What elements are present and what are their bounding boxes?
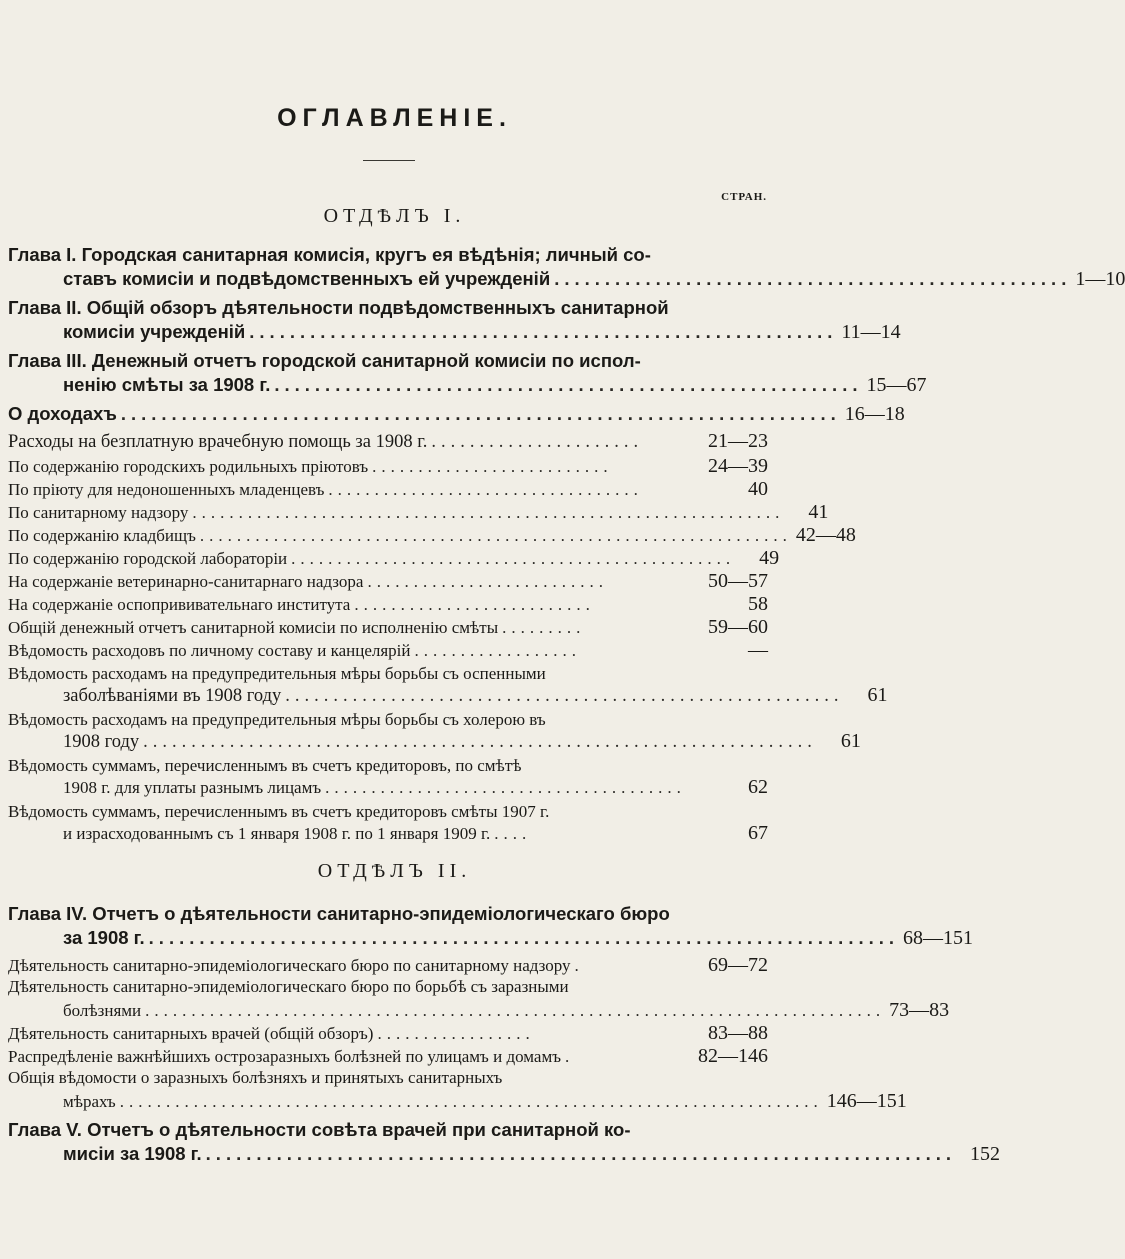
page-number: 82—146 (698, 1045, 768, 1067)
page-number: 42—48 (795, 524, 856, 546)
page-number: — (748, 639, 768, 661)
toc-entry: Вѣдомость расходамъ на предупредительныя мѣры борьбы съ холерою въ 1908 году ...................................................................... 61 (8, 710, 861, 752)
entry-line: Дѣятельность санитарныхъ врачей (общій обзоръ) (8, 1024, 374, 1043)
entry-line: Глава II. Общій обзоръ дѣятельности подвѣдомственныхъ санитарной (8, 297, 669, 318)
entry-line: мисіи за 1908 г. (63, 1143, 202, 1164)
toc-entry: Дѣятельность санитарно-эпидеміологическаго бюро по санитарному надзору . 69—72 (8, 954, 768, 976)
page-number: 152 (970, 1143, 1001, 1165)
entry-line: 1908 году (63, 732, 140, 752)
entry-line: На содержаніе оспопрививательнаго института (8, 595, 351, 614)
entry-line: Вѣдомость расходовъ по личному составу и канцелярій (8, 641, 411, 660)
entry-line: Глава IV. Отчетъ о дѣятельности санитарно-эпидеміологическаго бюро (8, 903, 670, 924)
page-number: 69—72 (708, 954, 768, 976)
entry-line: заболѣваніями въ 1908 году (63, 686, 282, 706)
page-number: 40 (748, 478, 768, 500)
entry-line: Глава III. Денежный отчетъ городской санитарной комисіи по испол- (8, 350, 641, 371)
toc-entry: Общія вѣдомости о заразныхъ болѣзняхъ и принятыхъ санитарныхъ мѣрахъ ............................................................................ 146—151 (8, 1068, 907, 1112)
entry-line: О доходахъ (8, 403, 117, 424)
toc-entry: Глава I. Городская санитарная комисія, кругъ ея вѣдѣнія; личный со- ставъ комисіи и подвѣдомственныхъ ей учрежденій ................................................... 1—10 (8, 244, 1125, 290)
page-number: 58 (748, 593, 768, 615)
toc-entry: По содержанію городской лабораторіи ................................................ 49 (8, 547, 780, 569)
entry-line: болѣзнями (63, 1001, 142, 1020)
toc-entry: Вѣдомость расходовъ по личному составу и канцелярій .................. — (8, 639, 768, 661)
toc-entry: По содержанію городскихъ родильныхъ пріютовъ .......................... 24—39 (8, 455, 768, 477)
toc-entry: Расходы на безплатную врачебную помощь за 1908 г. ...................... 21—23 (8, 430, 768, 452)
entry-line: Расходы на безплатную врачебную помощь за 1908 г. (8, 432, 428, 452)
toc-entry: Глава III. Денежный отчетъ городской санитарной комисіи по испол- ненію смѣты за 1908 г. .......................................................... 15—67 (8, 350, 927, 396)
entry-line: комисіи учрежденій (63, 321, 246, 342)
toc-entry: Дѣятельность санитарно-эпидеміологическаго бюро по борьбѣ съ заразными болѣзнями ................................................................................ 73—83 (8, 977, 950, 1021)
entry-line: Общій денежный отчетъ санитарной комисіи по исполненію смѣты (8, 618, 499, 637)
entry-line: По содержанію кладбищъ (8, 526, 196, 545)
section-heading-1: ОТДѢЛЪ I. (323, 205, 466, 227)
toc-entry: Глава V. Отчетъ о дѣятельности совѣта врачей при санитарной ко- мисіи за 1908 г. .......................................................................... 152 (8, 1119, 1001, 1165)
toc-entry: Глава II. Общій обзоръ дѣятельности подвѣдомственныхъ санитарной комисіи учрежденій .......................................................... 11—14 (8, 297, 901, 343)
entry-line: Вѣдомость суммамъ, перечисленнымъ въ счетъ кредиторовъ смѣты 1907 г. (8, 802, 550, 821)
pages-column-label: СТРАН. (721, 191, 767, 203)
page-number: 16—18 (844, 403, 905, 425)
entry-line: 1908 г. для уплаты разнымъ лицамъ (63, 778, 322, 797)
toc-entry: По пріюту для недоношенныхъ младенцевъ .................................. 40 (8, 478, 768, 500)
page-number: 41 (808, 501, 829, 523)
section-heading-2: ОТДѢЛЪ II. (317, 860, 472, 882)
page-number: 49 (759, 547, 780, 569)
entry-line: Вѣдомость расходамъ на предупредительныя мѣры борьбы съ оспенными (8, 664, 546, 683)
toc-entry: Вѣдомость суммамъ, перечисленнымъ въ счетъ кредиторовъ, по смѣтѣ 1908 г. для уплаты разнымъ лицамъ ....................................... 62 (8, 756, 768, 798)
entry-line: Вѣдомость суммамъ, перечисленнымъ въ счетъ кредиторовъ, по смѣтѣ (8, 756, 522, 775)
entry-line: мѣрахъ (63, 1092, 116, 1111)
page-number: 24—39 (708, 455, 768, 477)
entry-line: Общія вѣдомости о заразныхъ болѣзняхъ и принятыхъ санитарныхъ (8, 1068, 503, 1087)
page-number: 59—60 (708, 616, 768, 638)
entry-line: за 1908 г. (63, 927, 145, 948)
entry-line: Глава I. Городская санитарная комисія, кругъ ея вѣдѣнія; личный со- (8, 244, 651, 265)
entry-line: Дѣятельность санитарно-эпидеміологическаго бюро по санитарному надзору (8, 956, 571, 975)
page-number: 50—57 (708, 570, 768, 592)
toc-section-2 (8, 903, 1001, 1166)
entry-line: Распредѣленіе важнѣйшихъ острозаразныхъ болѣзней по улицамъ и домамъ (8, 1047, 562, 1066)
page-number: 68—151 (903, 927, 974, 949)
entry-line: По содержанію городскихъ родильныхъ пріютовъ (8, 457, 369, 476)
page-number: 83—88 (708, 1022, 768, 1044)
entry-line: По пріюту для недоношенныхъ младенцевъ (8, 480, 325, 499)
title-rule (363, 160, 415, 161)
toc-entry: По содержанію кладбищъ ................................................................ 42—48 (8, 524, 856, 546)
entry-line: Дѣятельность санитарно-эпидеміологическаго бюро по борьбѣ съ заразными (8, 977, 569, 996)
page-number: 61 (867, 684, 888, 706)
toc-entry: Глава IV. Отчетъ о дѣятельности санитарно-эпидеміологическаго бюро за 1908 г. .......................................................................... 68—151 (8, 903, 974, 949)
entry-line: По содержанію городской лабораторіи (8, 549, 288, 568)
toc-entry: Дѣятельность санитарныхъ врачей (общій обзоръ) ................. 83—88 (8, 1022, 768, 1044)
toc-entry: Вѣдомость суммамъ, перечисленнымъ въ счетъ кредиторовъ смѣты 1907 г. и израсходованнымъ съ 1 января 1908 г. по 1 января 1909 г. .... 67 (8, 802, 768, 844)
entry-line: Вѣдомость расходамъ на предупредительныя мѣры борьбы съ холерою въ (8, 710, 546, 729)
page-number: 67 (748, 822, 768, 844)
page-number: 15—67 (866, 374, 927, 396)
toc-entry: По санитарному надзору ................................................................ 41 (8, 501, 829, 523)
page-title: ОГЛАВЛЕНIЕ. (277, 104, 512, 132)
page-number: 73—83 (889, 999, 950, 1021)
entry-line: На содержаніе ветеринарно-санитарнаго надзора (8, 572, 364, 591)
toc-entry: Распредѣленіе важнѣйшихъ острозаразныхъ болѣзней по улицамъ и домамъ . 82—146 (8, 1045, 768, 1067)
page-number: 62 (748, 776, 768, 798)
toc-entry: Общій денежный отчетъ санитарной комисіи по исполненію смѣты ......... 59—60 (8, 616, 768, 638)
page-number: 61 (840, 730, 861, 752)
entry-line: и израсходованнымъ съ 1 января 1908 г. по 1 января 1909 г. (63, 824, 491, 843)
page-number: 146—151 (826, 1090, 907, 1112)
toc-entry: Вѣдомость расходамъ на предупредительныя мѣры борьбы съ оспенными заболѣваніями въ 1908 году .......................................................... 61 (8, 664, 888, 706)
toc-entry: О доходахъ ....................................................................... 16—18 (8, 403, 905, 425)
page-number: 21—23 (708, 430, 768, 452)
toc-entry: На содержаніе оспопрививательнаго института .......................... 58 (8, 593, 768, 615)
toc-entry: На содержаніе ветеринарно-санитарнаго надзора .......................... 50—57 (8, 570, 768, 592)
entry-line: ставъ комисіи и подвѣдомственныхъ ей учрежденій (63, 268, 551, 289)
page-number: 11—14 (841, 321, 901, 343)
toc-section-1 (8, 244, 1125, 845)
page-number: 1—10 (1075, 268, 1125, 290)
entry-line: По санитарному надзору (8, 503, 189, 522)
entry-line: Глава V. Отчетъ о дѣятельности совѣта врачей при санитарной ко- (8, 1119, 631, 1140)
entry-line: ненію смѣты за 1908 г. (63, 374, 271, 395)
